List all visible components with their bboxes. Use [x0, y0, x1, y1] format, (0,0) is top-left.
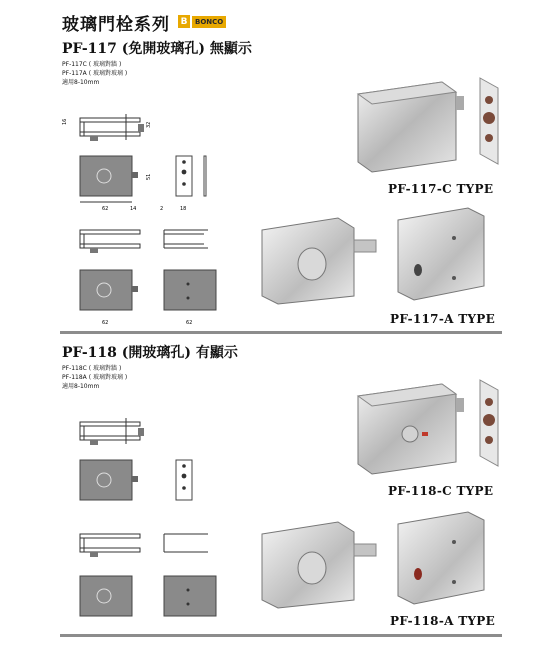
- section-divider: [60, 331, 502, 334]
- front-view-a: [80, 270, 216, 326]
- section-1-title: PF-117 (免開玻璃孔) 無顯示: [62, 41, 252, 57]
- dim-label: 32: [146, 121, 152, 128]
- brand-logo: [178, 15, 226, 28]
- dim-label: 62: [102, 206, 109, 212]
- front-view: [80, 156, 152, 212]
- logo-text: BONCO: [192, 16, 226, 28]
- spec-line: 適用8-10mm: [62, 383, 100, 390]
- dim-label: 2: [160, 206, 164, 212]
- front-view-a: [80, 576, 216, 616]
- dim-label: 51: [146, 173, 152, 180]
- dim-label: 62: [186, 320, 193, 326]
- type-label-118c: PF-118-C TYPE: [388, 484, 494, 498]
- product-photo-117a: [258, 204, 508, 308]
- product-photo-117c: [352, 74, 512, 178]
- side-view-a: [80, 230, 208, 253]
- side-view-c: [80, 418, 144, 445]
- spec-line: PF-117A ( 玻璃對玻璃 ): [62, 70, 128, 77]
- dim-label: 16: [62, 118, 68, 125]
- dim-label: 62: [102, 320, 109, 326]
- section-1-spec: [62, 60, 127, 87]
- dim-label: 18: [180, 206, 187, 212]
- product-photo-118c: [352, 376, 512, 480]
- strike-plate-view: [160, 156, 206, 212]
- section-divider: [60, 634, 502, 637]
- type-label-117c: PF-117-C TYPE: [388, 182, 494, 196]
- front-view: [80, 460, 192, 500]
- logo-mark: B: [178, 15, 190, 28]
- spec-line: PF-118A ( 玻璃對玻璃 ): [62, 374, 128, 381]
- spec-line: PF-117C ( 玻璃對牆 ): [62, 61, 122, 68]
- section-2-drawings: [60, 404, 240, 634]
- product-photo-118a: [258, 508, 508, 612]
- section-2-spec: [62, 364, 127, 391]
- spec-line: 適用8-10mm: [62, 79, 100, 86]
- type-label-118a: PF-118-A TYPE: [390, 614, 496, 628]
- side-view-c: [62, 114, 152, 141]
- spec-line: PF-118C ( 玻璃對牆 ): [62, 365, 122, 372]
- section-1-drawings: [60, 100, 240, 330]
- type-label-117a: PF-117-A TYPE: [390, 312, 496, 326]
- dim-label: 14: [130, 206, 137, 212]
- page-title: 玻璃門栓系列: [62, 15, 170, 35]
- side-view-a: [80, 534, 208, 557]
- section-2-title: PF-118 (開玻璃孔) 有顯示: [62, 345, 238, 361]
